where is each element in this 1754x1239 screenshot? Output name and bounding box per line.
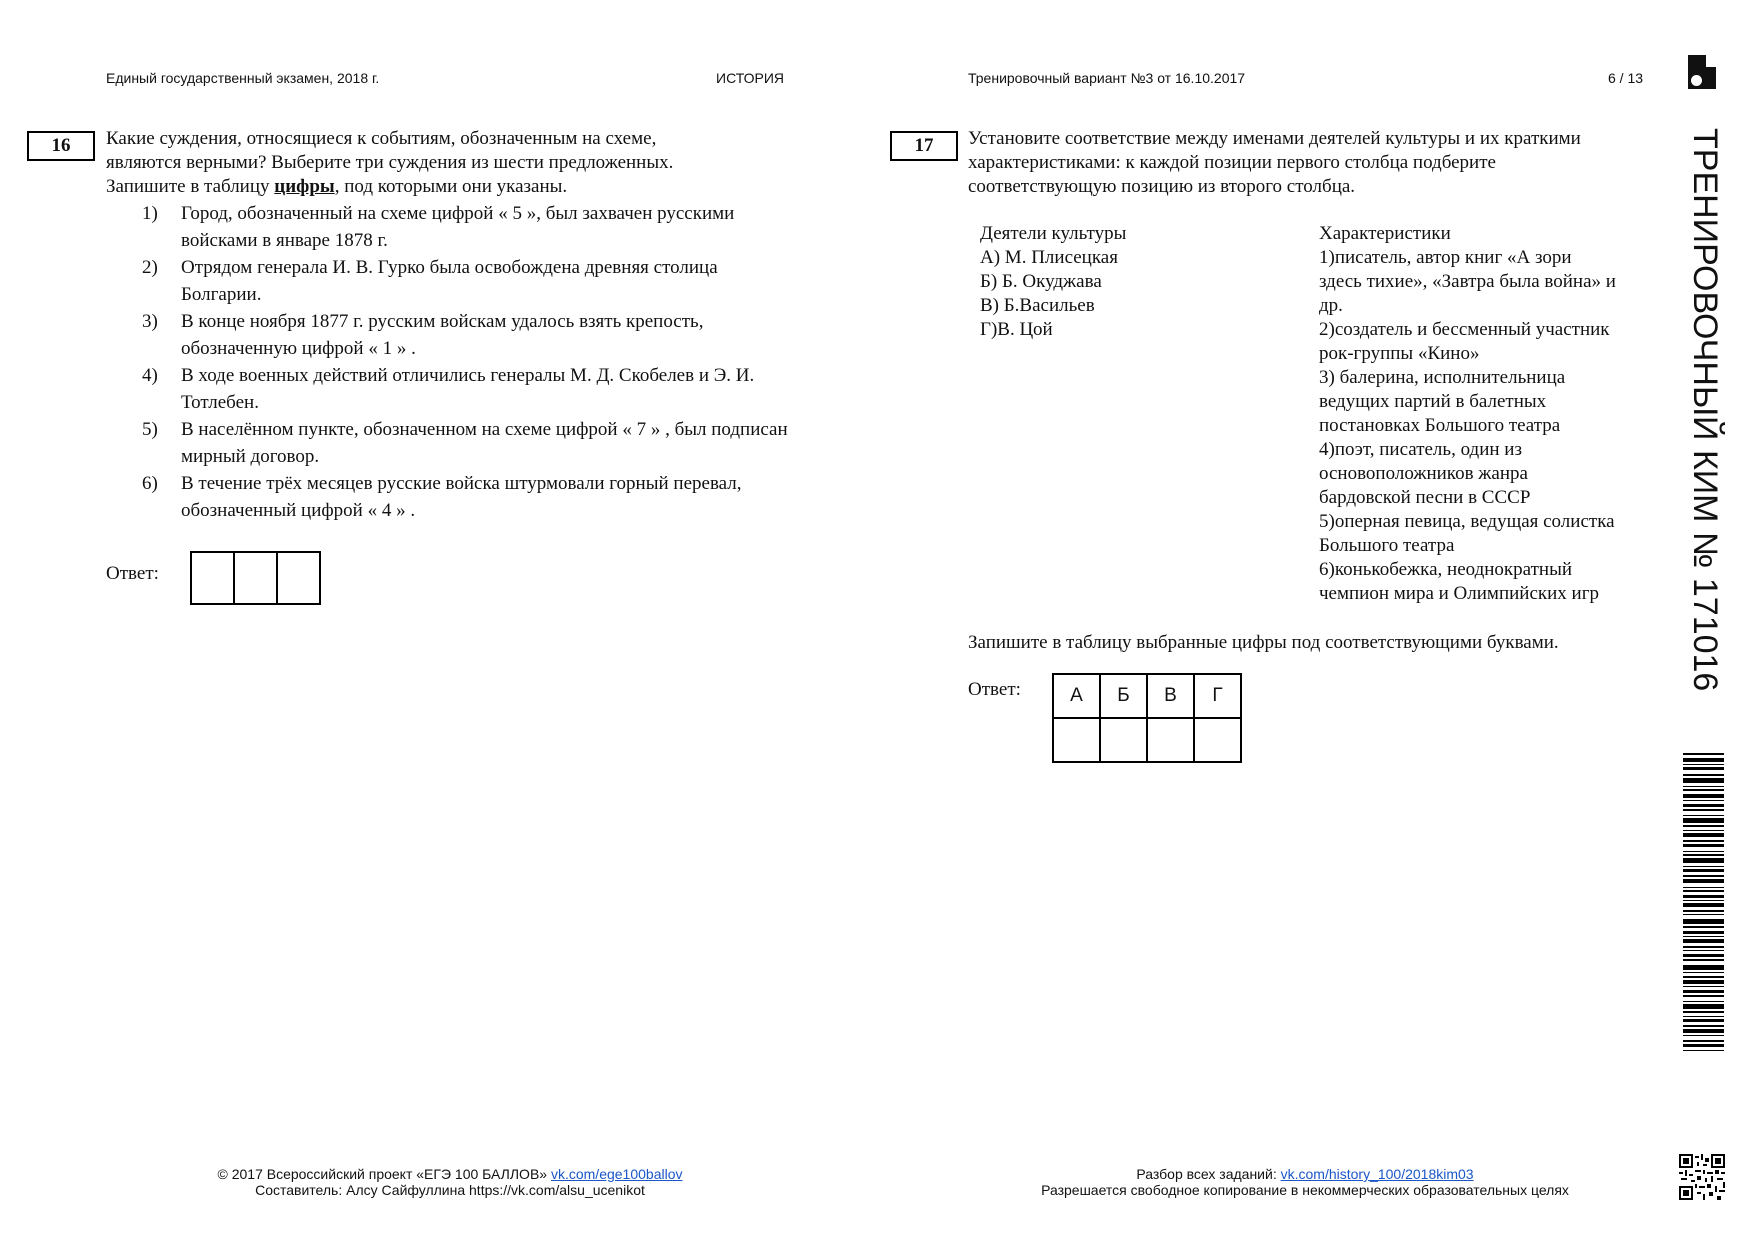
q17-right-line: Большого театра: [1319, 535, 1455, 556]
qr-code-icon: [1679, 1154, 1725, 1200]
q17-right-line: 6)конькобежка, неоднократный: [1319, 559, 1573, 580]
q16-option-text: В конце ноября 1877 г. русским войскам удалось взять крепость, обозначенную цифрой « 1 » .: [181, 311, 704, 359]
q16-option-3: [106, 308, 796, 362]
question-17-prompt: [968, 127, 1668, 199]
barcode-icon: [1683, 753, 1724, 1053]
q17-right-line: 4)поэт, писатель, один из: [1319, 439, 1522, 460]
q17-right-line: основоположников жанра: [1319, 463, 1528, 484]
q17-prompt-line1: Установите соответствие между именами деятелей культуры и их краткими: [968, 128, 1581, 149]
footer-right: [1000, 1166, 1610, 1198]
q17-right-line: 5)оперная певица, ведущая солистка: [1319, 511, 1615, 532]
q17-left-header: Деятели культуры: [980, 223, 1127, 244]
footer-analysis-label: Разбор всех заданий:: [1136, 1166, 1281, 1182]
question-17-number: 17: [890, 131, 958, 161]
q17-right-header: Характеристики: [1319, 223, 1451, 244]
q17-right-line: др.: [1319, 295, 1343, 316]
q16-option-2: [106, 254, 796, 308]
q17-answers-row: [1053, 718, 1241, 762]
q17-right-line: 2)создатель и бессменный участник: [1319, 319, 1610, 340]
question-16-options: [106, 200, 796, 524]
q17-right-line: ведущих партий в балетных: [1319, 391, 1547, 412]
q16-option-text: Город, обозначенный на схеме цифрой « 5 », был захвачен русскими войсками в январе 1878 г.: [181, 203, 735, 251]
q17-answer-label: Ответ:: [968, 679, 1021, 700]
q16-prompt-line1: Какие суждения, относящиеся к событиям, обозначенным на схеме,: [106, 128, 657, 149]
q16-option-text: В ходе военных действий отличились генералы М. Д. Скобелев и Э. И. Тотлебен.: [181, 365, 755, 413]
q16-option-text: В течение трёх месяцев русские войска штурмовали горный перевал, обозначенный цифрой « 4 » .: [181, 473, 742, 521]
q17-answer-cell-a[interactable]: [1053, 718, 1100, 762]
logo-icon: [1688, 55, 1716, 89]
q16-option-1: [106, 200, 796, 254]
q17-right-line: постановках Большого театра: [1319, 415, 1561, 436]
q17-answer-cell-c[interactable]: [1147, 718, 1194, 762]
q17-left-item: Б) Б. Окуджава: [980, 271, 1102, 292]
q16-option-6: [106, 470, 796, 524]
q17-prompt-line3: соответствующую позицию из второго столбца.: [968, 176, 1356, 197]
q17-letter-cell: Б: [1100, 674, 1147, 718]
header-page-number: 6 / 13: [1608, 70, 1644, 86]
q17-right-line: 1)писатель, автор книг «А зори: [1319, 247, 1572, 268]
q16-option-text: В населённом пункте, обозначенном на схеме цифрой « 7 » , был подписан мирный договор.: [181, 419, 788, 467]
q16-option-number: 1): [142, 203, 158, 224]
footer-license: Разрешается свободное копирование в некоммерческих образовательных целях: [1041, 1182, 1569, 1198]
header-subject: ИСТОРИЯ: [716, 70, 785, 86]
footer-copyright: © 2017 Всероссийский проект «ЕГЭ 100 БАЛЛОВ»: [217, 1166, 551, 1182]
q16-option-number: 6): [142, 473, 158, 494]
q16-option-text: Отрядом генерала И. В. Гурко была освобождена древняя столица Болгарии.: [181, 257, 718, 305]
q16-prompt-line3: [106, 175, 796, 199]
q16-option-number: 5): [142, 419, 158, 440]
q17-right-line: чемпион мира и Олимпийских игр: [1319, 583, 1599, 604]
q17-right-line: здесь тихие», «Завтра была война» и: [1319, 271, 1616, 292]
q17-letter-cell: В: [1147, 674, 1194, 718]
header-variant: Тренировочный вариант №3 от 16.10.2017: [968, 70, 1246, 86]
q17-instruction: Запишите в таблицу выбранные цифры под соответствующими буквами.: [968, 632, 1559, 653]
q17-right-line: бардовской песни в СССР: [1319, 487, 1531, 508]
q17-letter-cell: Г: [1194, 674, 1241, 718]
q16-prompt-after: , под которыми они указаны.: [334, 176, 568, 197]
q17-answer-cell-d[interactable]: [1194, 718, 1241, 762]
q16-prompt-emphasis: цифры: [274, 176, 335, 197]
q16-option-number: 4): [142, 365, 158, 386]
q16-option-5: [106, 416, 796, 470]
q17-letter-cell: А: [1053, 674, 1100, 718]
q16-answer-label: Ответ:: [106, 563, 159, 584]
q17-right-line: 3) балерина, исполнительница: [1319, 367, 1566, 388]
footer-left: [150, 1166, 750, 1198]
q16-answer-cell-3[interactable]: [278, 553, 319, 603]
footer-vk-link[interactable]: vk.com/ege100ballov: [550, 1166, 683, 1182]
q17-prompt-line2: характеристиками: к каждой позиции первого столбца подберите: [968, 152, 1496, 173]
q16-prompt-line2: являются верными? Выберите три суждения из шести предложенных.: [106, 152, 674, 173]
q17-left-column: [980, 222, 1280, 342]
q16-answer-cell-2[interactable]: [235, 553, 278, 603]
q17-left-item: В) Б.Васильев: [980, 295, 1095, 316]
question-16-prompt: [106, 127, 796, 199]
q17-letters-row: [1053, 674, 1241, 718]
vertical-kim-title: ТРЕНИРОВОЧНЫЙ КИМ № 171016: [1686, 128, 1724, 692]
q16-answer-cell-1[interactable]: [192, 553, 235, 603]
q16-option-number: 2): [142, 257, 158, 278]
q17-right-column: [1319, 222, 1669, 606]
q17-answer-table: [1052, 673, 1242, 763]
q17-right-line: рок-группы «Кино»: [1319, 343, 1480, 364]
question-16-number: 16: [27, 131, 95, 161]
footer-left-line1: [150, 1166, 750, 1182]
footer-author: Составитель: Алсу Сайфуллина https://vk.com/alsu_ucenikot: [255, 1182, 645, 1198]
q16-option-number: 3): [142, 311, 158, 332]
q16-prompt-before: Запишите в таблицу: [106, 176, 275, 197]
q17-left-item: А) М. Плисецкая: [980, 247, 1118, 268]
footer-analysis-link[interactable]: vk.com/history_100/2018kim03: [1280, 1166, 1474, 1182]
footer-right-line1: [1000, 1166, 1610, 1182]
q16-option-4: [106, 362, 796, 416]
q16-answer-cells: [190, 551, 321, 605]
q17-answer-cell-b[interactable]: [1100, 718, 1147, 762]
q17-left-item: Г)В. Цой: [980, 319, 1053, 340]
header-exam: Единый государственный экзамен, 2018 г.: [106, 70, 380, 86]
